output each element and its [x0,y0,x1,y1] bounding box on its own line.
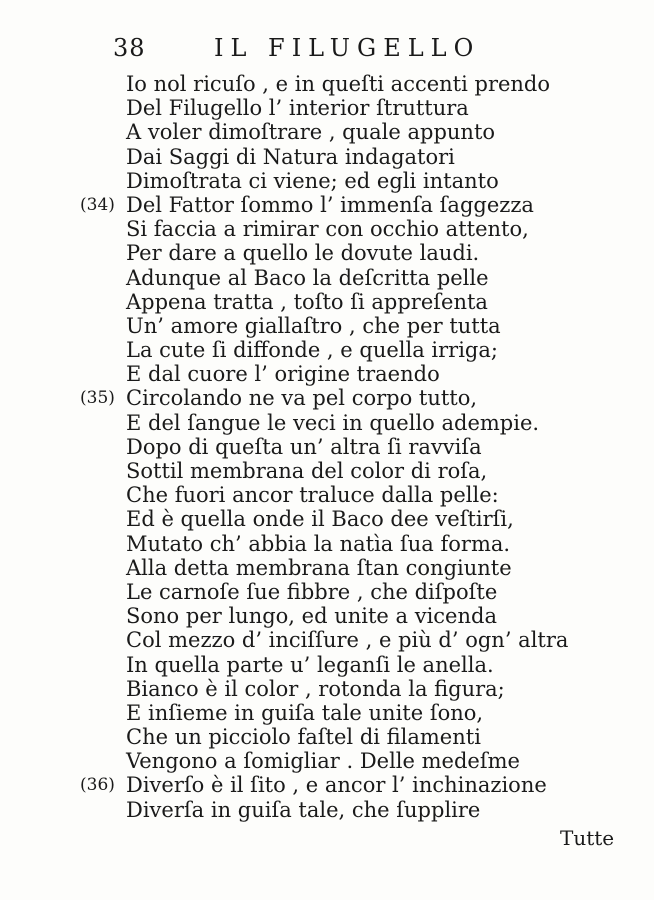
verse-text: Appena tratta , toſto ſi appreſenta [126,289,488,314]
verse-line [0,556,654,580]
verse-line [0,96,654,120]
verse-text: Sottil membrana del color di roſa, [126,459,488,483]
verse-text: Diverſo è il ſito , e ancor l’ inchinazione [126,773,547,798]
verse-text: Dai Saggi di Natura indagatori [126,144,455,169]
verse-line [0,507,654,531]
verse-text: Sono per lungo, ed unite a vicenda [126,604,497,629]
verse-line [0,241,654,265]
verse-text: Per dare a quello le dovute laudi. [126,241,480,266]
verse-block [0,72,654,822]
verse-text: Che un picciolo faſtel di filamenti [126,725,481,750]
verse-text: Mutato ch’ abbia la natìa ſua forma. [126,531,511,556]
verse-line [0,677,654,701]
verse-line [0,120,654,144]
verse-line [0,773,654,797]
verse-line [0,72,654,96]
verse-line [0,725,654,749]
verse-line [0,193,654,217]
verse-text: Adunque al Baco la deſcritta pelle [126,265,489,290]
verse-line [0,266,654,290]
verse-text: Si faccia a rimirar con occhio attento, [126,217,529,242]
verse-text: E del ſangue le veci in quello adempie. [126,410,540,435]
verse-line [0,435,654,459]
page-number: 38 [113,34,146,62]
verse-line [0,169,654,193]
verse-line [0,580,654,604]
catchword: Tutte [560,826,615,850]
verse-text: Un’ amore giallaſtro , che per tutta [126,313,501,338]
verse-text: In quella parte u’ leganſi le anella. [126,652,494,677]
verse-line [0,411,654,435]
verse-line [0,290,654,314]
verse-text: Vengono a ſomigliar . Delle medeſme [126,749,520,774]
verse-line [0,145,654,169]
verse-text: Bianco è il color , rotonda la figura; [126,676,505,701]
verse-line [0,483,654,507]
verse-text: Le carnoſe ſue fibbre , che diſpoſte [126,579,498,604]
verse-line [0,386,654,410]
verse-text: Dimoſtrata ci viene; ed egli intanto [126,168,499,193]
verse-text: Del Fattor ſommo l’ immenſa ſaggezza [126,192,534,217]
verse-text: Col mezzo d’ inciſſure , e più d’ ogn’ altra [126,628,569,653]
verse-line [0,798,654,822]
running-title: IL FILUGELLO [214,34,481,62]
verse-text: E inſieme in guiſa tale unite ſono, [126,700,484,725]
verse-text: Circolando ne va pel corpo tutto, [126,386,478,411]
verse-text: La cute ſi diffonde , e quella irriga; [126,338,498,363]
verse-text: Io nol ricuſo , e in queſti accenti prendo [126,72,551,96]
footnote-marker: (36) [80,775,115,796]
verse-line [0,701,654,725]
footnote-marker: (35) [80,388,115,409]
verse-text: Che fuori ancor traluce dalla pelle: [126,483,499,508]
verse-line [0,459,654,483]
verse-text: Ed è quella onde il Baco dee veſtirſi, [126,507,514,532]
verse-line [0,749,654,773]
verse-line [0,604,654,628]
verse-line [0,653,654,677]
verse-line [0,532,654,556]
verse-line [0,314,654,338]
verse-line [0,362,654,386]
verse-text: Dopo di queſta un’ altra ſi ravviſa [126,434,482,459]
verse-line [0,338,654,362]
verse-text: E dal cuore l’ origine traendo [126,362,440,387]
verse-line [0,628,654,652]
verse-line [0,217,654,241]
verse-text: A voler dimoſtrare , quale appunto [126,120,496,145]
verse-text: Alla detta membrana ſtan congiunte [126,555,512,580]
verse-text: Del Filugello l’ interior ſtruttura [126,96,469,121]
footnote-marker: (34) [80,194,115,215]
page-header [0,30,654,66]
verse-text: Diverſa in guiſa tale, che ſupplire [126,797,481,822]
